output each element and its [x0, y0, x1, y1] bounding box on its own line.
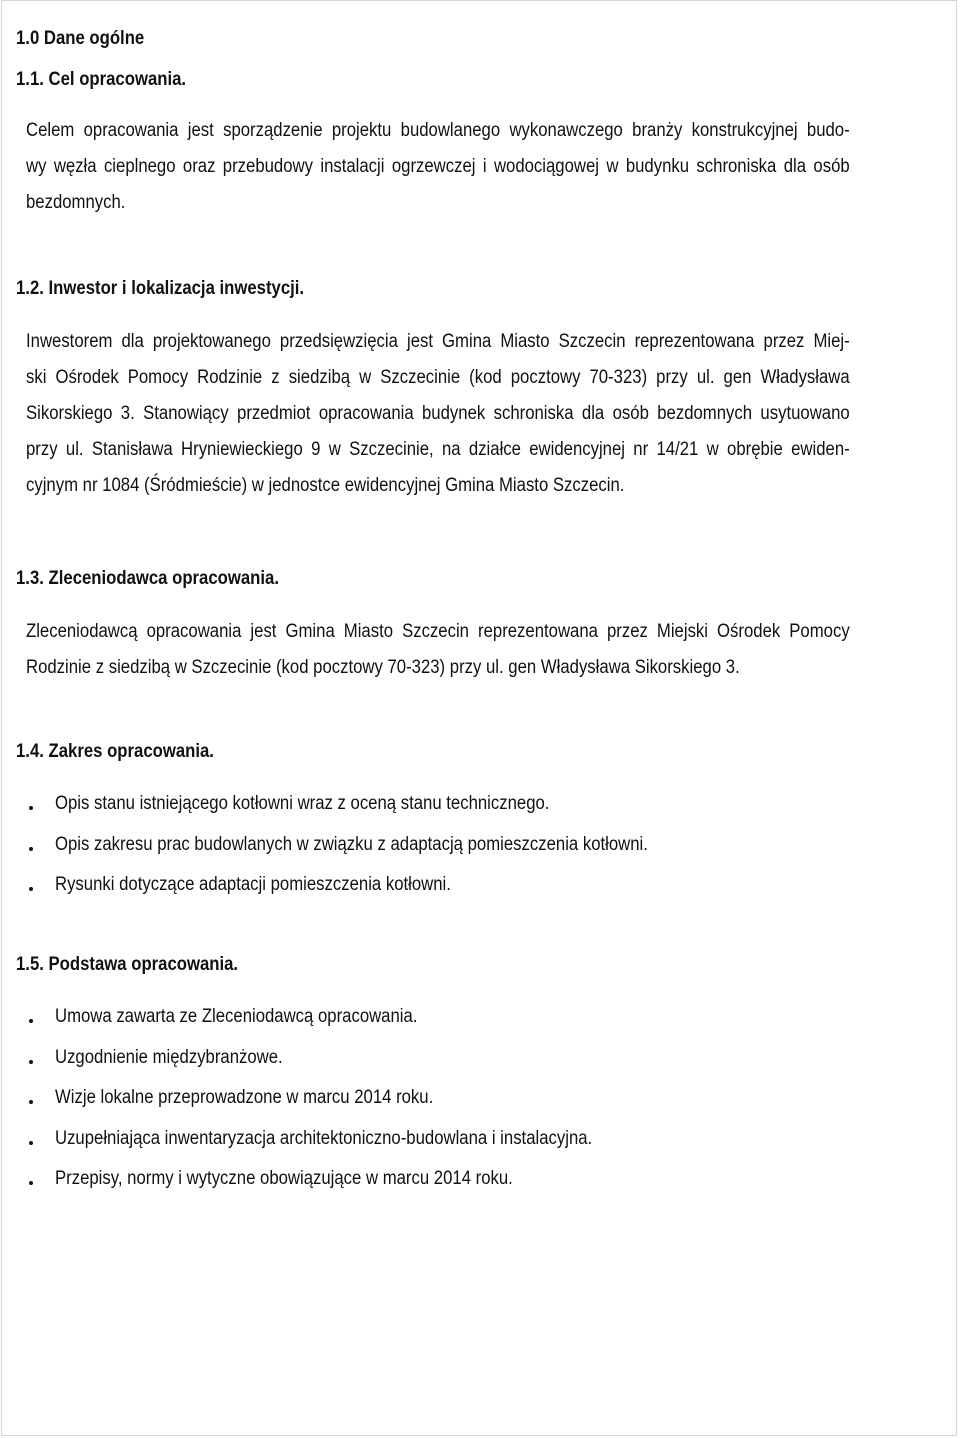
paragraph-line: Rodzinie z siedzibą w Szczecinie (kod pocztowy 70-323) przy ul. gen Władysława Sikorskiego 3.	[26, 657, 740, 678]
document-page: 1.0 Dane ogólne 1.1. Cel opracowania. Celem opracowania jest sporządzenie projektu budowlanego wykonawczego branży konstrukcyjnej budo- wy węzła cieplnego oraz przebudowy instalacji ogrzewczej i wodociągowej w budynku schroniska dla osób bezdomnych. 1.2. Inwestor i lokalizacja inwestycji. Inwestorem dla projektowanego przedsięwzięcia jest Gmina Miasto Szczecin reprezentowana przez Miej- ski Ośrodek Pomocy Rodzinie z siedzibą w Szczecinie (kod pocztowy 70-323) przy ul. gen Władysława Sikorskiego 3. Stanowiący przedmiot opracowania budynek schroniska dla osób bezdomnych usytuowano przy ul. Stanisława Hryniewieckiego 9 w Szczecinie, na działce ewidencyjnej nr 14/21 w obrębie ewiden- cyjnym nr 1084 (Śródmieście) w jednostce ewidencyjnej Gmina Miasto Szczecin. 1.3. Zleceniodawca opracowania. Zleceniodawcą opracowania jest Gmina Miasto Szczecin reprezentowana przez Miejski Ośrodek Pomocy Rodzinie z siedzibą w Szczecinie (kod pocztowy 70-323) przy ul. gen Władysława Sikorskiego 3. 1.4. Zakres opracowania. Opis stanu istniejącego kotłowni wraz z oceną stanu technicznego. Opis zakresu prac budowlanych w związku z adaptacją pomieszczenia kotłowni. Rysunki dotyczące adaptacji pomieszczenia kotłowni. 1.5. Podstawa opracowania. Umowa zawarta ze Zleceniodawcą opracowania. Uzgodnienie międzybranżowe. Wizje lokalne przeprowadzone w marcu 2014 roku. Uzupełniająca inwentaryzacja architektoniczno-budowlana i instalacyjna. Przepisy, normy i wytyczne obowiązujące w marcu 2014 roku.	[1, 0, 957, 1436]
paragraph-line: wy węzła cieplnego oraz przebudowy instalacji ogrzewczej i wodociągowej w budynku schroniska dla osób	[26, 156, 850, 177]
paragraph-cel-opracowania	[26, 113, 850, 221]
section-heading-zleceniodawca: 1.3. Zleceniodawca opracowania.	[16, 568, 279, 589]
bullet-icon	[29, 1060, 33, 1064]
paragraph-line: Zleceniodawcą opracowania jest Gmina Miasto Szczecin reprezentowana przez Miejski Ośrodek Pomocy	[26, 621, 850, 642]
bullet-icon	[29, 1019, 33, 1023]
paragraph-inwestor	[26, 324, 850, 504]
paragraph-line: Inwestorem dla projektowanego przedsięwzięcia jest Gmina Miasto Szczecin reprezentowana przez Miej-	[26, 331, 850, 352]
bullet-icon	[29, 847, 33, 851]
paragraph-line: bezdomnych.	[26, 192, 126, 213]
bullet-icon	[29, 1141, 33, 1145]
paragraph-line: ski Ośrodek Pomocy Rodzinie z siedzibą w Szczecinie (kod pocztowy 70-323) przy ul. gen Władysława	[26, 367, 850, 388]
bullet-icon	[29, 1100, 33, 1104]
paragraph-line: Sikorskiego 3. Stanowiący przedmiot opracowania budynek schroniska dla osób bezdomnych usytuowano	[26, 403, 850, 424]
section-heading-zakres: 1.4. Zakres opracowania.	[16, 741, 214, 762]
paragraph-line: Celem opracowania jest sporządzenie projektu budowlanego wykonawczego branży konstrukcyjnej budo-	[26, 120, 850, 141]
bullet-icon	[29, 887, 33, 891]
paragraph-line: cyjnym nr 1084 (Śródmieście) w jednostce ewidencyjnej Gmina Miasto Szczecin.	[26, 475, 625, 496]
section-heading-podstawa: 1.5. Podstawa opracowania.	[16, 954, 239, 975]
section-heading-cel-opracowania: 1.1. Cel opracowania.	[16, 69, 187, 90]
paragraph-zleceniodawca	[26, 614, 850, 686]
section-heading-inwestor: 1.2. Inwestor i lokalizacja inwestycji.	[16, 278, 305, 299]
paragraph-line: przy ul. Stanisława Hryniewieckiego 9 w Szczecinie, na działce ewidencyjnej nr 14/21 w obrębie ewiden-	[26, 439, 850, 460]
bullet-icon	[29, 1181, 33, 1185]
section-heading-dane-ogolne: 1.0 Dane ogólne	[16, 28, 145, 49]
bullet-icon	[29, 806, 33, 810]
